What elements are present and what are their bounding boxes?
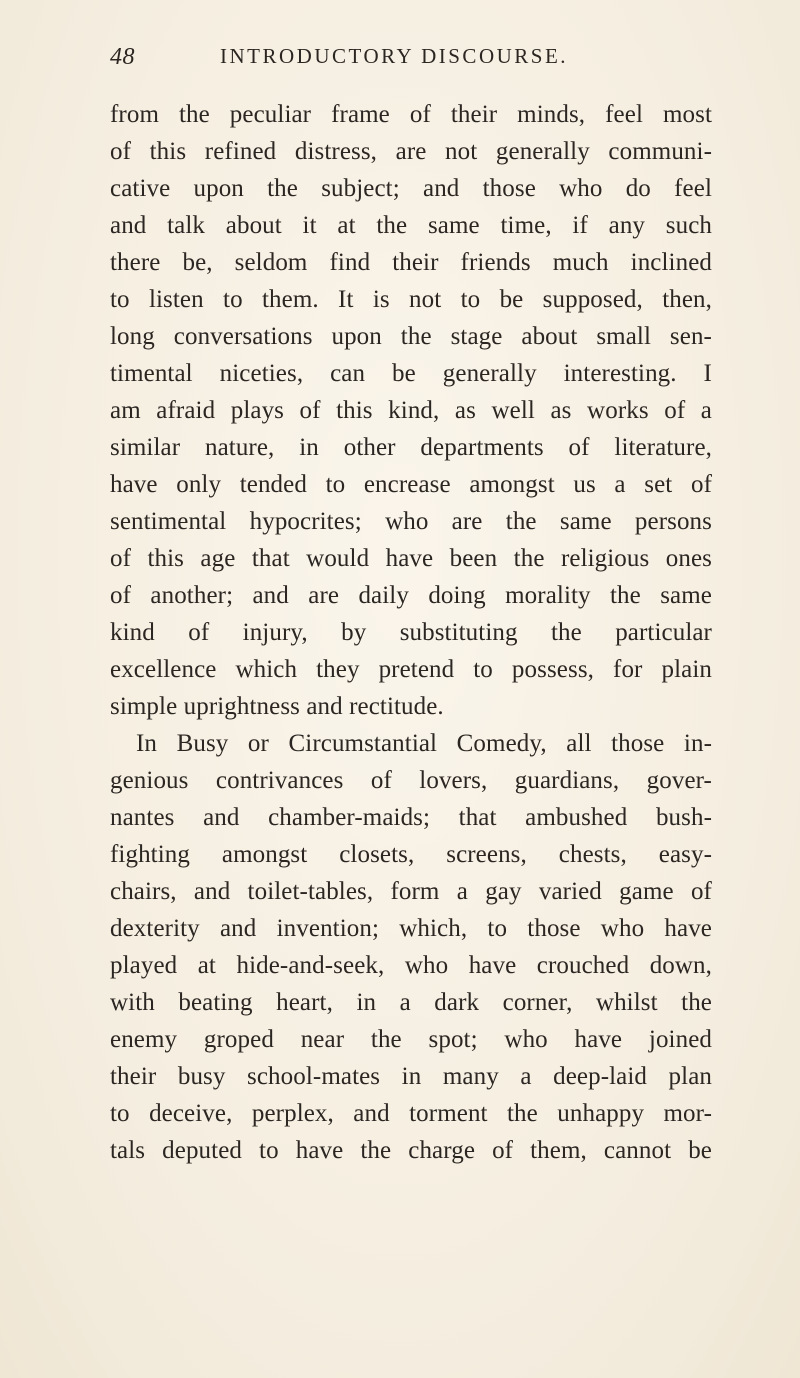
- running-head: INTRODUCTORY DISCOURSE.: [220, 44, 569, 68]
- text-line: cative upon the subject; and those who do feel: [110, 175, 712, 202]
- text-line: from the peculiar frame of their minds, feel most: [110, 101, 712, 128]
- text-line: fighting amongst closets, screens, chests, easy-: [110, 841, 712, 868]
- body-text: [110, 96, 712, 1169]
- text-line: simple uprightness and rectitude.: [110, 693, 444, 720]
- text-line: chairs, and toilet-tables, form a gay varied game of: [110, 878, 712, 905]
- text-line: to deceive, perplex, and torment the unhappy mor-: [110, 1100, 712, 1127]
- text-line: have only tended to encrease amongst us a set of: [110, 471, 712, 498]
- text-line: similar nature, in other departments of literature,: [110, 434, 712, 461]
- text-line: timental niceties, can be generally interesting. I: [110, 360, 712, 387]
- text-line: dexterity and invention; which, to those who have: [110, 915, 712, 942]
- text-line: to listen to them. It is not to be supposed, then,: [110, 286, 712, 313]
- text-line: tals deputed to have the charge of them, cannot be: [110, 1137, 712, 1164]
- text-line: nantes and chamber-maids; that ambushed bush-: [110, 804, 712, 831]
- text-line: In Busy or Circumstantial Comedy, all those in-: [136, 730, 712, 757]
- text-line: excellence which they pretend to possess, for plain: [110, 656, 712, 683]
- text-line: played at hide-and-seek, who have crouched down,: [110, 952, 712, 979]
- text-line: am afraid plays of this kind, as well as works of a: [110, 397, 712, 424]
- text-line: kind of injury, by substituting the particular: [110, 619, 712, 646]
- text-line: long conversations upon the stage about small sen-: [110, 323, 712, 350]
- text-line: with beating heart, in a dark corner, whilst the: [110, 989, 712, 1016]
- text-line: of this age that would have been the religious ones: [110, 545, 712, 572]
- text-line: genious contrivances of lovers, guardians, gover-: [110, 767, 712, 794]
- text-line: of another; and are daily doing morality the same: [110, 582, 712, 609]
- page-header: [110, 40, 710, 80]
- page-number: 48: [110, 44, 135, 70]
- text-line: sentimental hypocrites; who are the same persons: [110, 508, 712, 535]
- text-line: there be, seldom find their friends much inclined: [110, 249, 712, 276]
- text-line: enemy groped near the spot; who have joined: [110, 1026, 712, 1053]
- text-line: their busy school-mates in many a deep-laid plan: [110, 1063, 712, 1090]
- text-line: and talk about it at the same time, if any such: [110, 212, 712, 239]
- text-line: of this refined distress, are not generally communi-: [110, 138, 712, 165]
